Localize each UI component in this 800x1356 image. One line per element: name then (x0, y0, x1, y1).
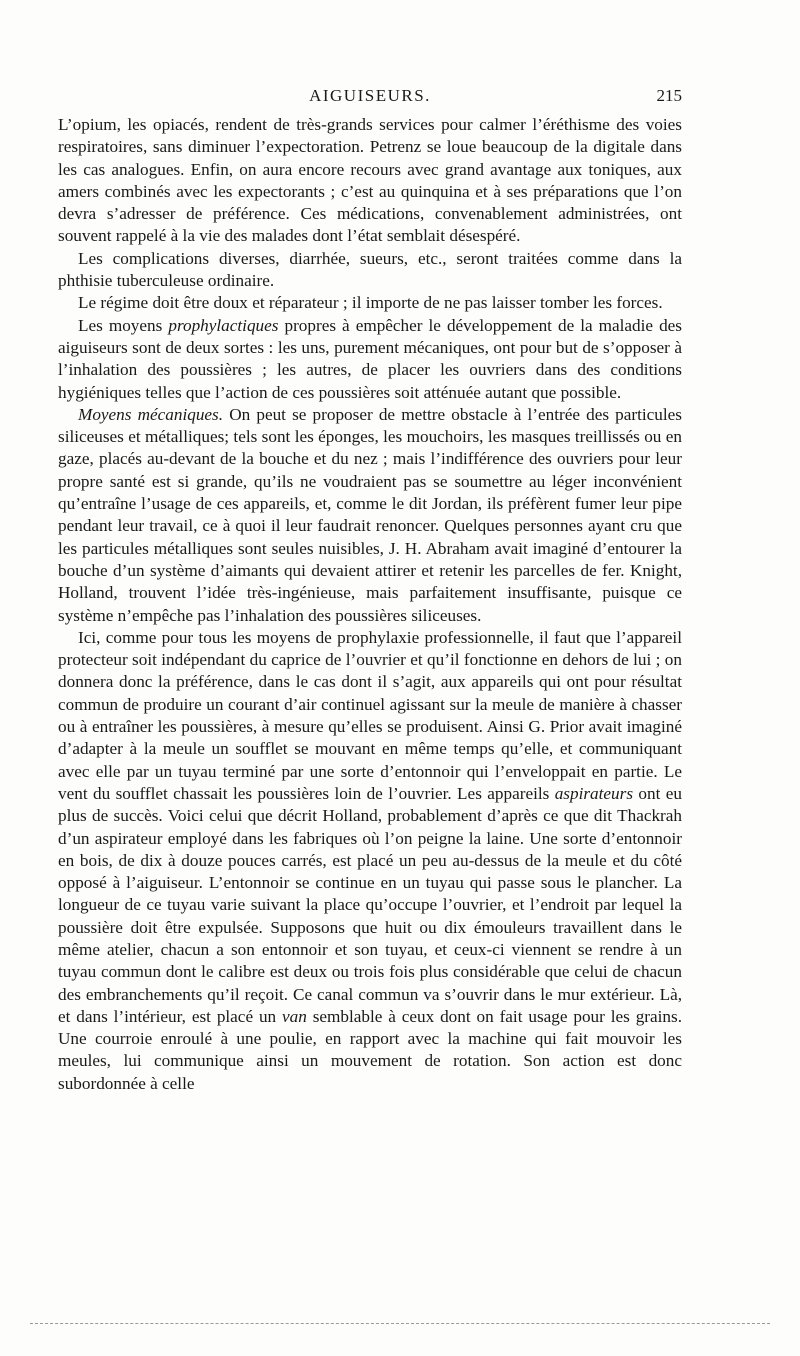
paragraph-treatment (58, 114, 682, 248)
emphasis-prophylactiques: prophylactiques (168, 315, 279, 335)
emphasis-van: van (282, 1006, 307, 1026)
paragraph-regime (58, 292, 682, 314)
body-text (58, 114, 682, 1095)
paragraph-mechanical-means (58, 404, 682, 627)
paragraph-text: ont eu plus de succès. Voici celui que décrit Holland, probablement d’après ce que dit Thackrah d’un aspirateur employé dans les fabriques où l’on peigne la laine. Une sorte d’entonnoir en bois, de dix à douze pouces carrés, est placé un peu au-dessus de la meule et du côté opposé à l’aiguiseur. L’entonnoir se continue en un tuyau qui passe sous le plancher. La longueur de ce tuyau varie suivant la place qu’occupe l’ouvrier, et l’endroit par lequel la poussière doit être expulsée. Supposons que huit ou dix émouleurs travaillent dans le même atelier, chacun a son entonnoir et son tuyau, et ceux-ci viennent se rendre à un tuyau commun dont le calibre est deux ou trois fois plus considérable que celui de chacun des embranchements qu’il reçoit. Ce canal commun va s’ouvrir dans le mur extérieur. Là, et dans l’intérieur, est placé un (58, 783, 682, 1026)
paragraph-text: L’opium, les opiacés, rendent de très-grands services pour calmer l’éréthisme des voies respiratoires, sans diminuer l’expectoration. Petrenz se loue beaucoup de la digitale dans les cas analogues. Enfin, on aura encore recours avec grand avantage aux toniques, aux amers combinés avec les expectorants ; c’est au quinquina et à ses préparations que l’on devra s’adresser de préférence. Ces médications, convenablement administrées, ont souvent rappelé à la vie des malades dont l’état semblait désespéré. (58, 115, 682, 246)
paragraph-complications (58, 248, 682, 293)
running-title: AIGUISEURS. (309, 86, 431, 105)
paragraph-lead: Les moyens (78, 315, 169, 335)
emphasis-aspirateurs: aspirateurs (554, 783, 634, 803)
paragraph-text: propres à empêcher le développement de la maladie des aiguiseurs sont de deux sortes : les uns, purement mécaniques, ont pour but de s’opposer à l’inhalation des poussières ; les autres, de placer les ouvriers dans des conditions hygiéniques telles que l’action de ces poussières soit atténuée autant que possible. (58, 315, 682, 402)
paragraph-tail: semblable à ceux dont on fait usage pour les grains. Une courroie enroulé à une poulie, en rapport avec la machine qui fait mouvoir les meules, lui communique ainsi un mouvement de rotation. Son action est donc subordonnée à celle (58, 1006, 682, 1093)
paragraph-lead: Ici, comme pour tous les moyens de prophylaxie professionnelle, il faut que l’appareil protecteur soit indépendant du caprice de l’ouvrier et qu’il fonctionne en dehors de lui ; on donnera donc la préférence, dans le cas dont il s’agit, aux appareils qui ont pour résultat commun de produire un courant d’air continuel agissant sur la meule de manière à chasser ou à entraîner les poussières, à mesure qu’elles se produisent. Ainsi G. Prior avait imaginé d’adapter à la meule un soufflet se mouvant en même temps qu’elle, et communiquant avec elle par un tuyau terminé par une sorte d’entonnoir qui l’enveloppait en partie. Le vent du soufflet chassait les poussières loin de l’ouvrier. Les appareils (58, 627, 682, 803)
paragraph-text: Le régime doit être doux et réparateur ; il importe de ne pas laisser tomber les forces. (78, 293, 663, 313)
paragraph-text: Les complications diverses, diarrhée, sueurs, etc., seront traitées comme dans la phthisie tuberculeuse ordinaire. (58, 248, 682, 291)
section-heading-moyens-mecaniques: Moyens mécaniques. (78, 404, 224, 424)
footer-dashed-rule (30, 1323, 770, 1324)
paragraph-apparatus (58, 627, 682, 1095)
page-number: 215 (656, 86, 682, 105)
page-header (58, 86, 682, 110)
paragraph-text: On peut se proposer de mettre obstacle à l’entrée des particules siliceuses et métalliques; tels sont les éponges, les mouchoirs, les masques treillissés ou en gaze, placés au-devant de la bouche et du nez ; mais l’indifférence des ouvriers pour leur propre santé est si grande, qu’ils ne voudraient pas se soumettre au léger inconvénient qu’entraîne l’usage de ces appareils, et, comme le dit Jordan, ils préfèrent fumer leur pipe pendant leur travail, ce à quoi il leur faudrait renoncer. Quelques personnes ayant cru que les particules métalliques sont seules nuisibles, J. H. Abraham avait imaginé d’entourer la bouche d’un système d’aimants qui devaient attirer et retenir les parcelles de fer. Knight, Holland, trouvent l’idée très-ingénieuse, mais parfaitement insuffisante, puisque ce système n’empêche pas l’inhalation des poussières siliceuses. (58, 404, 682, 625)
paragraph-prophylaxis (58, 315, 682, 404)
